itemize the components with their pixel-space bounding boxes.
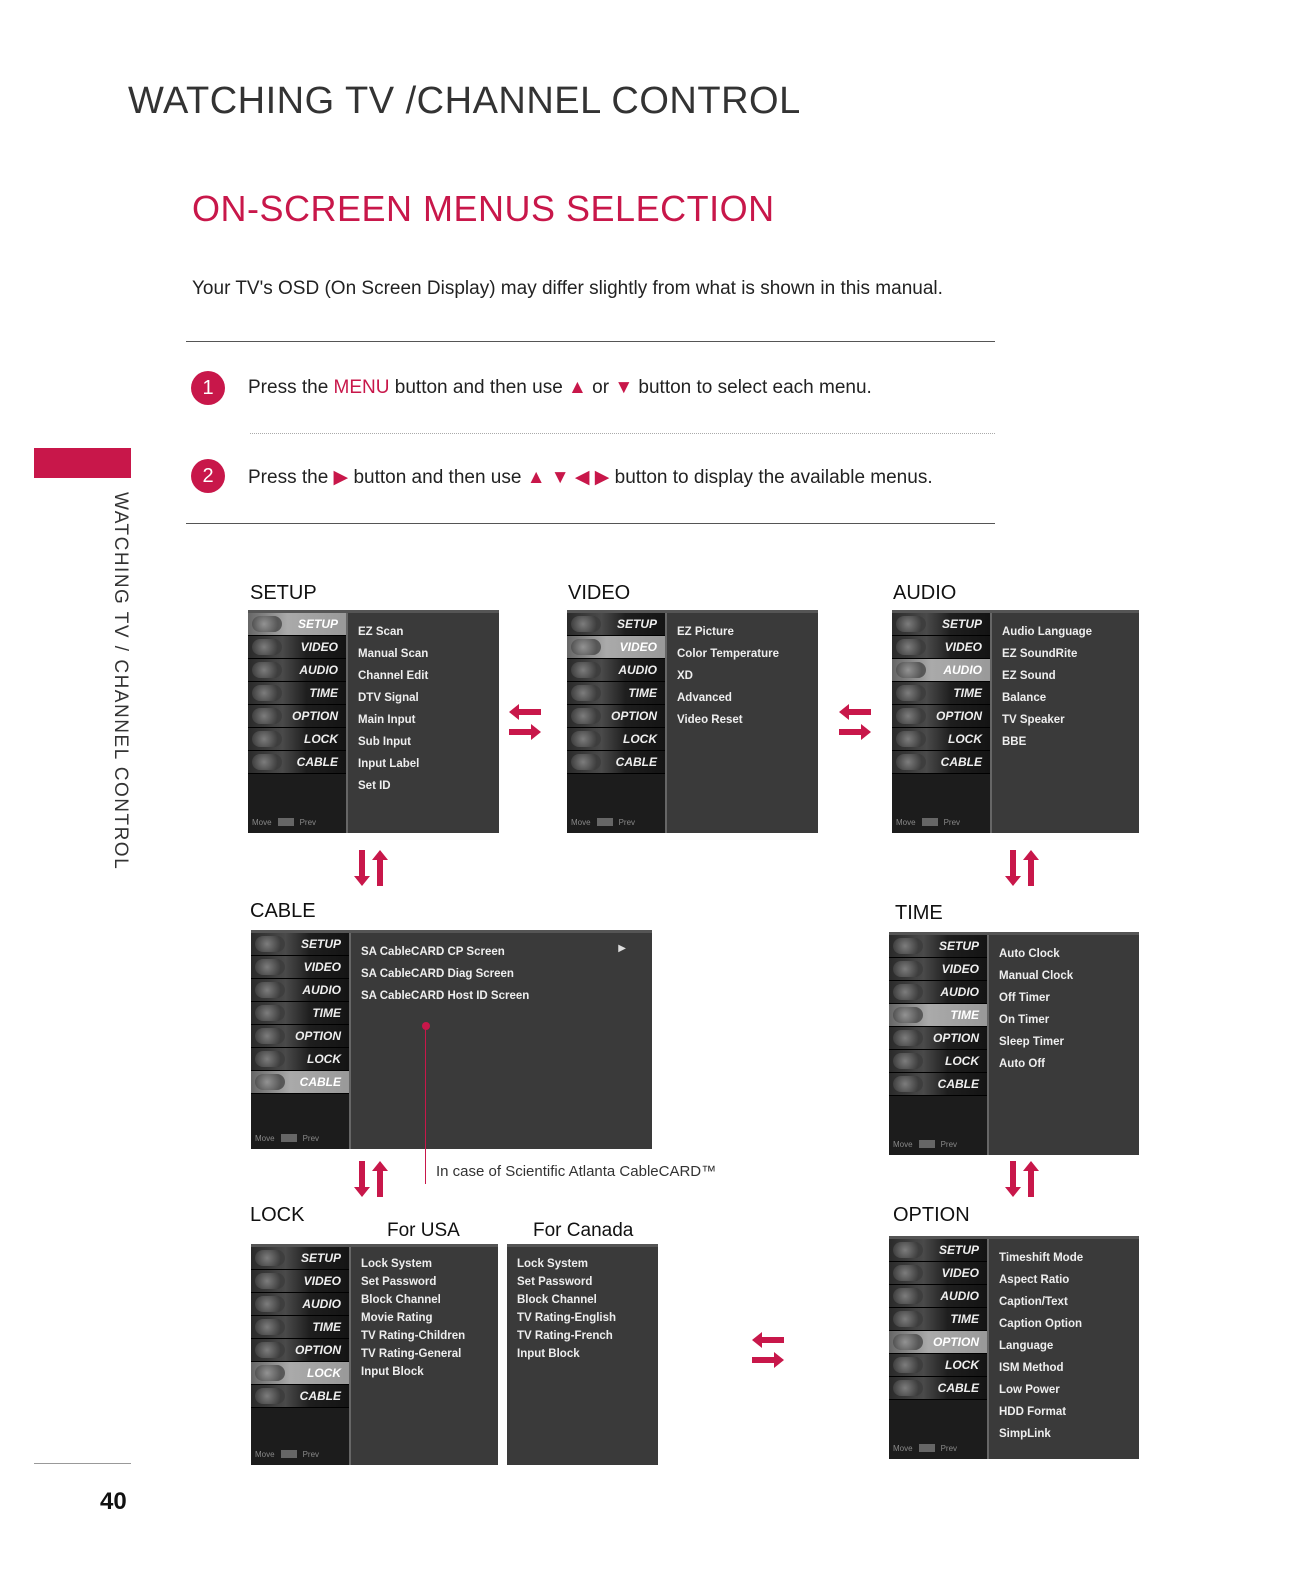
option-item[interactable]: Set ID (358, 780, 391, 792)
lock-options-usa (351, 1247, 498, 1465)
menu-key-icon (278, 818, 294, 826)
lock-thumb-icon (896, 731, 926, 747)
menu-key-icon (281, 1450, 297, 1458)
nav-option[interactable]: OPTION (567, 705, 665, 728)
nav-audio[interactable]: AUDIO (889, 981, 987, 1004)
cable-label: CABLE (250, 900, 316, 922)
option-thumb-icon (571, 708, 601, 724)
option-thumb-icon (896, 708, 926, 724)
video-thumb-icon (571, 639, 601, 655)
cable-thumb-icon (255, 1074, 285, 1090)
nav-setup[interactable]: SETUP (567, 613, 665, 636)
nav-option[interactable]: OPTION (251, 1339, 349, 1362)
submenu-arrow-icon: ▶ (618, 943, 626, 954)
option-item[interactable]: Aspect Ratio (999, 1274, 1070, 1286)
for-canada-label: For Canada (533, 1220, 634, 1241)
cablecard-note: In case of Scientific Atlanta CableCARD™ (436, 1163, 717, 1180)
option-item[interactable]: Set Password (361, 1276, 437, 1288)
audio-thumb-icon (571, 662, 601, 678)
nav-lock[interactable]: LOCK (251, 1048, 349, 1071)
nav-setup[interactable]: SETUP (889, 935, 987, 958)
nav-audio[interactable]: AUDIO (889, 1285, 987, 1308)
nav-setup[interactable]: SETUP (889, 1239, 987, 1262)
option-item[interactable]: Set Password (517, 1276, 593, 1288)
nav-setup[interactable]: SETUP (248, 613, 346, 636)
menu-key: MENU (333, 377, 390, 398)
option-item[interactable]: TV Rating-French (517, 1330, 613, 1342)
option-item[interactable]: Color Temperature (677, 648, 780, 660)
option-item[interactable]: Video Reset (677, 714, 743, 726)
time-menu-panel (889, 932, 1139, 1155)
nav-setup[interactable]: SETUP (892, 613, 990, 636)
lock-thumb-icon (255, 1051, 285, 1067)
audio-thumb-icon (255, 1296, 285, 1312)
setup-thumb-icon (255, 936, 285, 952)
option-item[interactable]: Auto Clock (999, 948, 1060, 960)
option-item[interactable]: BBE (1002, 736, 1027, 748)
left-right-arrows-icon (505, 700, 545, 744)
nav-option[interactable]: OPTION (889, 1027, 987, 1050)
option-item[interactable]: Low Power (999, 1384, 1060, 1396)
option-thumb-icon (255, 1028, 285, 1044)
video-thumb-icon (252, 639, 282, 655)
right-arrow-icon: ▶ (333, 467, 349, 488)
nav-time[interactable]: TIME (248, 682, 346, 705)
menu-nav (248, 613, 348, 833)
nav-footer: Move Prev (896, 818, 961, 827)
audio-menu-panel (892, 610, 1139, 833)
nav-cable[interactable]: CABLE (251, 1385, 349, 1408)
nav-footer (252, 818, 342, 827)
option-thumb-icon (255, 1342, 285, 1358)
chapter-label: WATCHING TV / CHANNEL CONTROL (110, 492, 131, 871)
menu-nav (567, 613, 667, 833)
option-item[interactable]: Timeshift Mode (999, 1252, 1084, 1264)
callout-line (425, 1028, 426, 1184)
nav-audio[interactable]: AUDIO (567, 659, 665, 682)
nav-video[interactable]: VIDEO (251, 956, 349, 979)
nav-time[interactable]: TIME (251, 1316, 349, 1339)
setup-options (348, 613, 499, 833)
time-options (989, 935, 1139, 1155)
nav-time[interactable]: TIME (567, 682, 665, 705)
option-item[interactable]: SA CableCARD Diag Screen (361, 968, 514, 980)
time-thumb-icon (571, 685, 601, 701)
header-title: WATCHING TV /CHANNEL CONTROL (128, 80, 801, 122)
option-item[interactable]: Audio Language (1002, 626, 1093, 638)
nav-option[interactable]: OPTION (889, 1331, 987, 1354)
option-item[interactable]: Channel Edit (358, 670, 429, 682)
nav-audio[interactable]: AUDIO (251, 979, 349, 1002)
lock-thumb-icon (571, 731, 601, 747)
nav-cable[interactable]: CABLE (567, 751, 665, 774)
lock-thumb-icon (893, 1357, 923, 1373)
up-down-arrows-icon (350, 1157, 390, 1201)
nav-cable[interactable]: CABLE (248, 751, 346, 774)
option-item[interactable]: Language (999, 1340, 1054, 1352)
nav-cable[interactable]: CABLE (889, 1073, 987, 1096)
option-thumb-icon (252, 708, 282, 724)
option-item[interactable]: Lock System (517, 1258, 588, 1270)
option-item[interactable]: EZ Scan (358, 626, 404, 638)
option-options (989, 1239, 1139, 1459)
cable-thumb-icon (255, 1388, 285, 1404)
setup-thumb-icon (252, 616, 282, 632)
setup-thumb-icon (896, 616, 926, 632)
menu-nav (889, 1239, 989, 1459)
lock-options-canada (507, 1247, 658, 1465)
lock-thumb-icon (893, 1053, 923, 1069)
setup-thumb-icon (893, 1242, 923, 1258)
video-label: VIDEO (568, 582, 631, 604)
time-thumb-icon (252, 685, 282, 701)
chapter-tab (34, 448, 131, 478)
option-item[interactable]: Block Channel (517, 1294, 597, 1306)
option-item[interactable]: EZ SoundRite (1002, 648, 1078, 660)
audio-thumb-icon (255, 982, 285, 998)
nav-lock[interactable]: LOCK (567, 728, 665, 751)
menu-key-icon (597, 818, 613, 826)
left-right-arrows-icon (835, 700, 875, 744)
down-arrow-icon: ▼ (614, 377, 634, 398)
nav-time[interactable]: TIME (889, 1004, 987, 1027)
option-item[interactable]: Input Label (358, 758, 420, 770)
cable-thumb-icon (252, 754, 282, 770)
option-item[interactable]: Advanced (677, 692, 732, 704)
audio-thumb-icon (893, 984, 923, 1000)
nav-audio[interactable]: AUDIO (892, 659, 990, 682)
option-item[interactable]: ISM Method (999, 1362, 1064, 1374)
option-item[interactable]: EZ Picture (677, 626, 734, 638)
step-1-text: Press the MENU button and then use ▲ or ▼ button to select each menu. (248, 377, 872, 398)
nav-setup[interactable]: SETUP (251, 933, 349, 956)
audio-options (992, 613, 1139, 833)
option-label: OPTION (893, 1204, 970, 1226)
setup-thumb-icon (571, 616, 601, 632)
for-usa-label: For USA (387, 1220, 460, 1241)
lock-thumb-icon (255, 1365, 285, 1381)
nav-time[interactable]: TIME (251, 1002, 349, 1025)
prev-hint: Prev (299, 818, 317, 827)
time-thumb-icon (893, 1007, 923, 1023)
nav-option[interactable]: OPTION (251, 1025, 349, 1048)
nav-cable[interactable]: CABLE (892, 751, 990, 774)
option-thumb-icon (893, 1334, 923, 1350)
option-item[interactable]: Off Timer (999, 992, 1050, 1004)
nav-cable[interactable]: CABLE (889, 1377, 987, 1400)
divider (186, 341, 995, 342)
option-item[interactable]: Main Input (358, 714, 416, 726)
cable-thumb-icon (896, 754, 926, 770)
setup-menu-panel (248, 610, 499, 833)
intro-text: Your TV's OSD (On Screen Display) may differ slightly from what is shown in this manual. (192, 278, 943, 299)
option-item[interactable]: Balance (1002, 692, 1047, 704)
option-item[interactable]: DTV Signal (358, 692, 419, 704)
setup-thumb-icon (893, 938, 923, 954)
nav-footer: Move Prev (571, 818, 636, 827)
nav-setup[interactable]: SETUP (251, 1247, 349, 1270)
cable-options (351, 933, 652, 1149)
cable-menu-panel (251, 930, 652, 1149)
nav-audio[interactable]: AUDIO (251, 1293, 349, 1316)
nav-cable[interactable]: CABLE (251, 1071, 349, 1094)
nav-footer: Move Prev (255, 1450, 320, 1459)
step-2-text: Press the ▶ button and then use ▲ ▼ ◀ ▶ button to display the available menus. (248, 467, 933, 488)
option-menu-panel (889, 1236, 1139, 1459)
menu-key-icon (922, 818, 938, 826)
video-thumb-icon (255, 959, 285, 975)
time-thumb-icon (255, 1319, 285, 1335)
nav-video[interactable]: VIDEO (889, 1262, 987, 1285)
nav-lock[interactable]: LOCK (889, 1050, 987, 1073)
menu-key-icon (281, 1134, 297, 1142)
up-down-arrows-icon (350, 846, 390, 890)
divider (186, 523, 995, 524)
menu-key-icon (919, 1444, 935, 1452)
time-thumb-icon (255, 1005, 285, 1021)
menu-nav (251, 1247, 351, 1465)
nav-option[interactable]: OPTION (248, 705, 346, 728)
nav-footer: Move Prev (255, 1134, 320, 1143)
video-thumb-icon (896, 639, 926, 655)
up-down-arrows-icon (1001, 846, 1041, 890)
menu-key-icon (919, 1140, 935, 1148)
audio-label: AUDIO (893, 582, 957, 604)
section-title: ON-SCREEN MENUS SELECTION (192, 188, 775, 229)
nav-time[interactable]: TIME (889, 1308, 987, 1331)
nav-footer: Move Prev (893, 1444, 958, 1453)
time-thumb-icon (896, 685, 926, 701)
option-item[interactable]: TV Rating-Children (361, 1330, 466, 1342)
video-thumb-icon (255, 1273, 285, 1289)
time-thumb-icon (893, 1311, 923, 1327)
nav-time[interactable]: TIME (892, 682, 990, 705)
step-number-1: 1 (191, 371, 225, 405)
nav-video[interactable]: VIDEO (892, 636, 990, 659)
option-item[interactable]: Manual Clock (999, 970, 1074, 982)
lock-menu-panel-usa (251, 1244, 498, 1465)
audio-thumb-icon (896, 662, 926, 678)
option-item[interactable]: Lock System (361, 1258, 432, 1270)
divider-dotted (250, 433, 995, 434)
audio-thumb-icon (252, 662, 282, 678)
option-item[interactable]: EZ Sound (1002, 670, 1056, 682)
option-item[interactable]: SA CableCARD CP Screen (361, 946, 505, 958)
video-options (667, 613, 818, 833)
lock-thumb-icon (252, 731, 282, 747)
option-item[interactable]: Caption Option (999, 1318, 1083, 1330)
video-thumb-icon (893, 1265, 923, 1281)
nav-video[interactable]: VIDEO (567, 636, 665, 659)
menu-nav (251, 933, 351, 1149)
nav-option[interactable]: OPTION (892, 705, 990, 728)
option-item[interactable]: SimpLink (999, 1428, 1051, 1440)
option-item[interactable]: TV Rating-General (361, 1348, 462, 1360)
option-item[interactable]: HDD Format (999, 1406, 1067, 1418)
nav-video[interactable]: VIDEO (248, 636, 346, 659)
nav-lock[interactable]: LOCK (248, 728, 346, 751)
option-item[interactable]: TV Speaker (1002, 714, 1065, 726)
setup-thumb-icon (255, 1250, 285, 1266)
option-item[interactable]: SA CableCARD Host ID Screen (361, 990, 530, 1002)
callout-dot (422, 1022, 430, 1030)
nav-lock[interactable]: LOCK (889, 1354, 987, 1377)
option-item[interactable]: Input Block (517, 1348, 580, 1360)
option-item[interactable]: Sub Input (358, 736, 412, 748)
nav-video[interactable]: VIDEO (889, 958, 987, 981)
nav-lock[interactable]: LOCK (892, 728, 990, 751)
audio-thumb-icon (893, 1288, 923, 1304)
page-number: 40 (100, 1488, 127, 1515)
lock-label: LOCK (250, 1204, 305, 1226)
cable-thumb-icon (893, 1076, 923, 1092)
nav-audio[interactable]: AUDIO (248, 659, 346, 682)
step-number-2: 2 (191, 459, 225, 493)
video-thumb-icon (893, 961, 923, 977)
up-down-arrows-icon (1001, 1157, 1041, 1201)
menu-nav (889, 935, 989, 1155)
nav-video[interactable]: VIDEO (251, 1270, 349, 1293)
cable-thumb-icon (893, 1380, 923, 1396)
setup-label: SETUP (250, 582, 317, 604)
option-item[interactable]: Caption/Text (999, 1296, 1068, 1308)
option-item[interactable]: Sleep Timer (999, 1036, 1064, 1048)
option-item[interactable]: Movie Rating (361, 1312, 433, 1324)
up-arrow-icon: ▲ (568, 377, 587, 398)
option-item[interactable]: On Timer (999, 1014, 1050, 1026)
time-label: TIME (895, 902, 943, 924)
option-item[interactable]: Manual Scan (358, 648, 429, 660)
option-item[interactable]: Block Channel (361, 1294, 441, 1306)
menu-nav (892, 613, 992, 833)
cable-thumb-icon (571, 754, 601, 770)
nav-lock[interactable]: LOCK (251, 1362, 349, 1385)
option-item[interactable]: XD (677, 670, 693, 682)
option-thumb-icon (893, 1030, 923, 1046)
lock-menu-panel-canada (507, 1244, 658, 1465)
direction-arrows-icon: ▲ ▼ ◀ ▶ (526, 467, 610, 488)
option-item[interactable]: TV Rating-English (517, 1312, 617, 1324)
option-item[interactable]: Input Block (361, 1366, 424, 1378)
video-menu-panel (567, 610, 818, 833)
nav-footer: Move Prev (893, 1140, 958, 1149)
move-hint: Move (252, 818, 272, 827)
page-rule (34, 1463, 131, 1464)
option-item[interactable]: Auto Off (999, 1058, 1045, 1070)
left-right-arrows-icon (748, 1328, 788, 1372)
